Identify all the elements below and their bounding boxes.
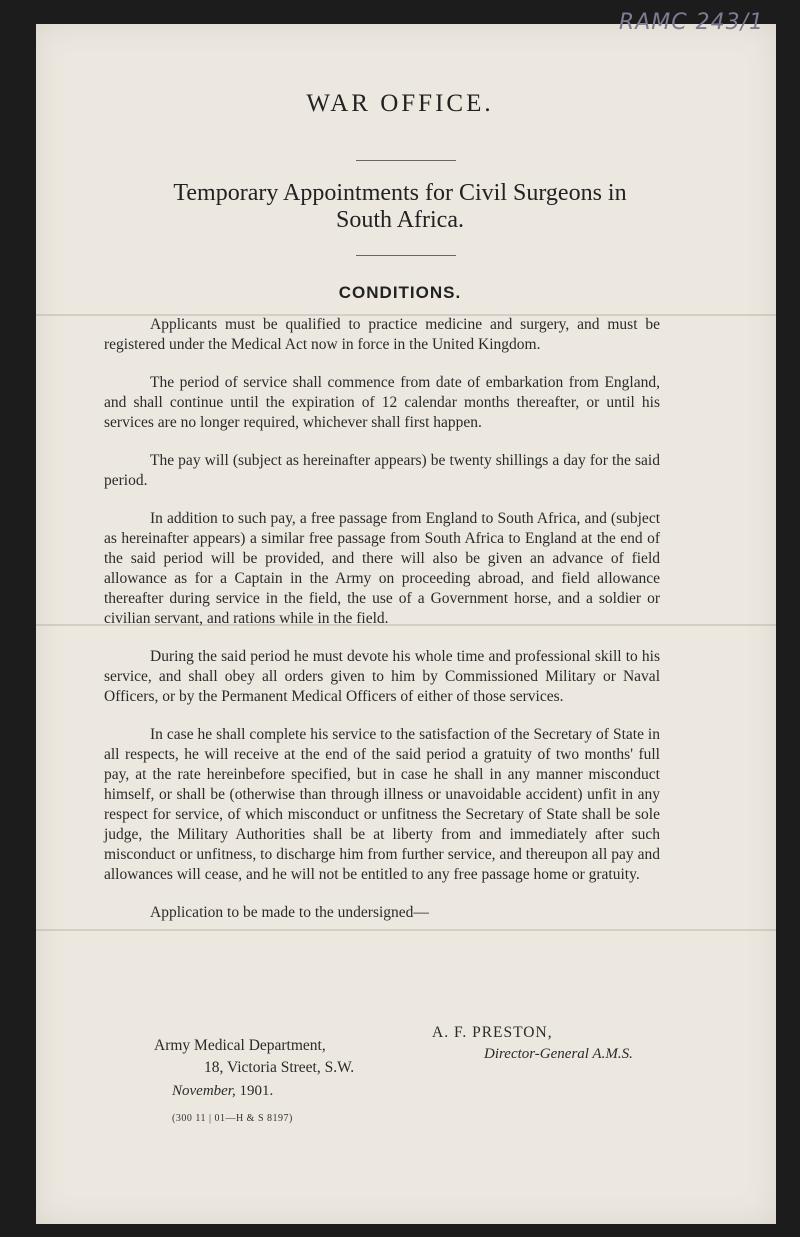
date-month: November, (172, 1083, 236, 1099)
application-line: Application to be made to the undersigned— (150, 904, 429, 921)
conditions-body (104, 315, 660, 941)
paragraph: In addition to such pay, a free passage from England to South Africa, and (subject as hereinafter appears) a similar free passage from South Africa to England at the end of the said period will be provided, and there will also be given an advance of field allowance as for a Captain in the Army on proceeding abroad, and field allowance thereafter during service in the field, the use of a Government horse, and a soldier or civilian servant, and rations while in the field. (104, 510, 660, 627)
paragraph: Applicants must be qualified to practice medicine and surgery, and must be registered under the Medical Act now in force in the United Kingdom. (104, 316, 660, 353)
archive-annotation: RAMC 243/1 (618, 10, 764, 35)
date-year: 1901. (239, 1083, 274, 1099)
signatory-name: A. F. PRESTON, (432, 1024, 553, 1041)
paragraph: During the said period he must devote his whole time and professional skill to his service, and shall obey all orders given to him by Commissioned Military or Naval Officers, or by the Permanent Medical Officers of either of those services. (104, 648, 660, 705)
title-line-2: South Africa. (336, 207, 464, 233)
title-line-1: Temporary Appointments for Civil Surgeons in (173, 180, 627, 206)
print-code: (300 11 | 01—H & S 8197) (172, 1113, 293, 1124)
office-heading: WAR OFFICE. (306, 90, 494, 117)
divider (356, 160, 456, 161)
paragraph: In case he shall complete his service to the satisfaction of the Secretary of State in all respects, he will receive at the end of the said period a gratuity of two months' full pay, at the rate hereinbefore specified, but in case he shall in any manner misconduct himself, or shall be (otherwise than through illness or unavoidable accident) unfit in any respect for service, of which misconduct or unfitness the Secretary of State shall be sole judge, the Military Authorities shall be at liberty from and immediately after such misconduct or unfitness, to discharge him from further service, and thereupon all pay and allowances will cease, and he will not be entitled to any free passage home or gratuity. (104, 726, 660, 883)
signatory-title: Director-General A.M.S. (484, 1046, 633, 1062)
address-line-2: 18, Victoria Street, S.W. (204, 1059, 355, 1076)
divider (356, 255, 456, 256)
paragraph: The period of service shall commence from date of embarkation from England, and shall continue until the expiration of 12 calendar months thereafter, or until his services are no longer required, whichever shall first happen. (104, 374, 660, 431)
conditions-heading: CONDITIONS. (338, 283, 462, 302)
address-line-1: Army Medical Department, (154, 1037, 326, 1054)
issue-date (172, 1083, 273, 1100)
paragraph: The pay will (subject as hereinafter appears) be twenty shillings a day for the said period. (104, 452, 660, 489)
